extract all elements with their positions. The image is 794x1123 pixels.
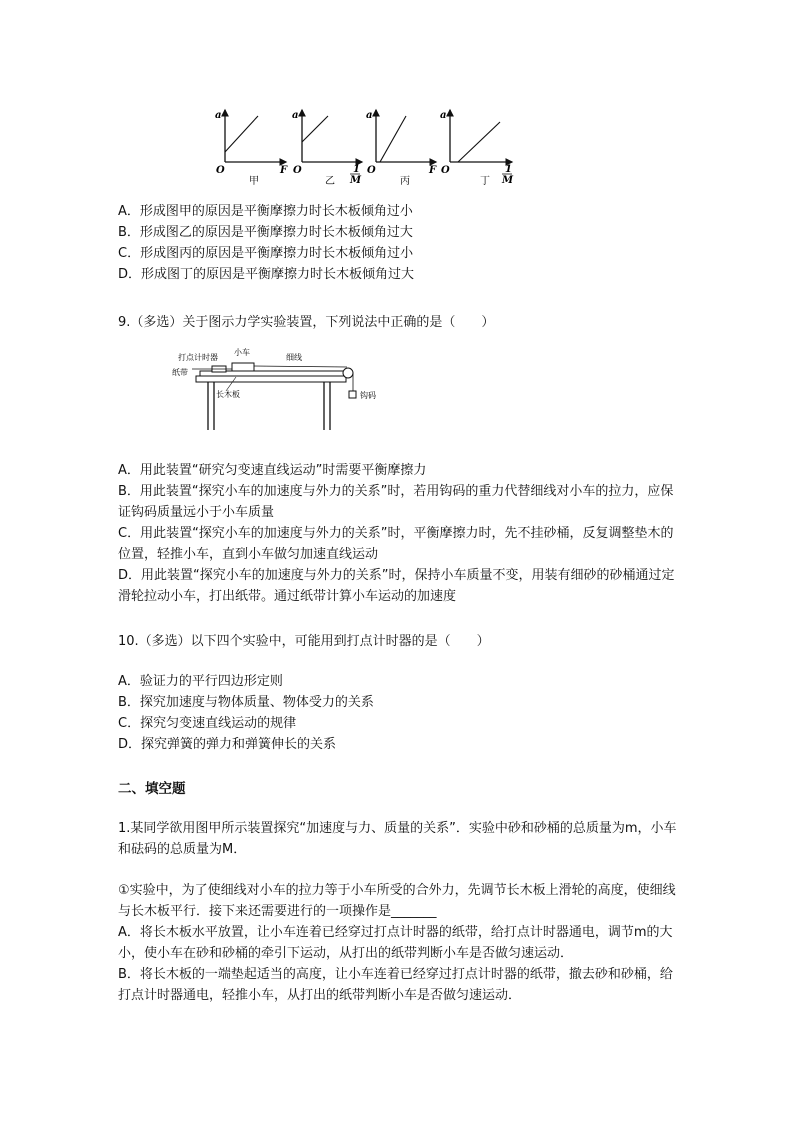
q10-option-a: A．验证力的平行四边形定则 — [118, 674, 283, 689]
weight-shape — [349, 391, 356, 398]
q9-stem: 9.（多选）关于图示力学实验装置，下列说法中正确的是（ ） — [118, 315, 495, 330]
apparatus-diagram — [170, 346, 410, 430]
graph-bing-origin: O — [367, 165, 376, 176]
q9-option-a: A．用此装置“研究匀变速直线运动”时需要平衡摩擦力 — [118, 463, 427, 478]
graph-ding — [440, 110, 514, 187]
fill1-sub1: ①实验中，为了使细线对小车的拉力等于小车所受的合外力，先调节长木板上滑轮的高度，使细线与长木板平行．接下来还需要进行的一项操作是_______ — [118, 883, 676, 919]
graph-ding-xaxis-den: M — [502, 175, 514, 186]
graph-bing-caption: 丙 — [400, 176, 410, 187]
q8-option-d: D．形成图丁的原因是平衡摩擦力时长木板倾角过大 — [118, 267, 415, 282]
graph-bing-line — [380, 116, 406, 162]
fill1-option-a: A．将长木板水平放置，让小车连着已经穿过打点计时器的纸带，给打点计时器通电，调节m的大小，使小车在砂和砂桶的牵引下运动，从打出的纸带判断小车是否做匀速运动． — [118, 925, 673, 961]
label-string: 细线 — [286, 353, 302, 362]
label-board: 长木板 — [216, 390, 240, 399]
graph-bing-yaxis: a — [366, 110, 373, 121]
graph-yi-caption: 乙 — [325, 176, 335, 187]
graph-ding-caption: 丁 — [480, 176, 490, 187]
q10-option-b: B．探究加速度与物体质量、物体受力的关系 — [118, 695, 374, 710]
graph-jia-line — [225, 116, 258, 152]
graph-yi-line — [302, 116, 328, 142]
q10-stem: 10.（多选）以下四个实验中，可能用到打点计时器的是（ ） — [118, 634, 490, 649]
graph-jia — [215, 110, 288, 187]
graph-jia-origin: O — [216, 165, 225, 176]
graph-yi-yaxis: a — [292, 110, 299, 121]
q9-option-b: B．用此装置“探究小车的加速度与外力的关系”时，若用钩码的重力代替细线对小车的拉力，应保证钩码质量远小于小车质量 — [118, 484, 674, 520]
graph-jia-yaxis: a — [215, 110, 222, 121]
label-weight: 钩码 — [360, 391, 376, 400]
graph-jia-caption: 甲 — [249, 176, 259, 187]
q8-option-b: B．形成图乙的原因是平衡摩擦力时长木板倾角过大 — [118, 225, 413, 240]
cart-shape — [232, 363, 254, 371]
graphs-figure — [200, 100, 530, 192]
q10-option-c: C．探究匀变速直线运动的规律 — [118, 716, 297, 731]
graph-yi — [292, 110, 362, 187]
graph-bing-xaxis: F — [429, 165, 437, 176]
fill1-stem: 1.某同学欲用图甲所示装置探究“加速度与力、质量的关系”．实验中砂和砂桶的总质量为m，小车和砝码的总质量为M． — [118, 821, 677, 857]
section-heading: 二、填空题 — [118, 781, 186, 797]
pulley-shape — [343, 368, 353, 378]
label-tape: 纸带 — [172, 368, 188, 377]
graph-bing — [366, 110, 437, 187]
graph-yi-origin: O — [293, 165, 302, 176]
graph-yi-xaxis-num: 1 — [353, 164, 360, 175]
graph-ding-line — [458, 122, 500, 162]
q8-option-a: A．形成图甲的原因是平衡摩擦力时长木板倾角过小 — [118, 204, 413, 219]
q10-option-d: D．探究弹簧的弹力和弹簧伸长的关系 — [118, 737, 337, 752]
q9-option-c: C．用此装置“探究小车的加速度与外力的关系”时，平衡摩擦力时，先不挂砂桶，反复调整垫木的位置，轻推小车，直到小车做匀加速直线运动 — [118, 526, 674, 562]
graph-ding-yaxis: a — [440, 110, 447, 121]
graph-jia-xaxis: F — [280, 165, 288, 176]
q8-option-c: C．形成图丙的原因是平衡摩擦力时长木板倾角过小 — [118, 246, 414, 261]
label-timer: 打点计时器 — [178, 353, 218, 362]
fill1-option-b: B．将长木板的一端垫起适当的高度，让小车连着已经穿过打点计时器的纸带，撤去砂和砂桶，给打点计时器通电，轻推小车，从打出的纸带判断小车是否做匀速运动． — [118, 967, 673, 1003]
graph-ding-xaxis-num: 1 — [505, 164, 512, 175]
graph-yi-xaxis-den: M — [350, 175, 362, 186]
label-cart: 小车 — [234, 348, 250, 357]
graph-ding-origin: O — [441, 165, 450, 176]
q9-option-d: D．用此装置“探究小车的加速度与外力的关系”时，保持小车质量不变，用装有细砂的砂桶通过定滑轮拉动小车，打出纸带。通过纸带计算小车运动的加速度 — [118, 568, 675, 604]
